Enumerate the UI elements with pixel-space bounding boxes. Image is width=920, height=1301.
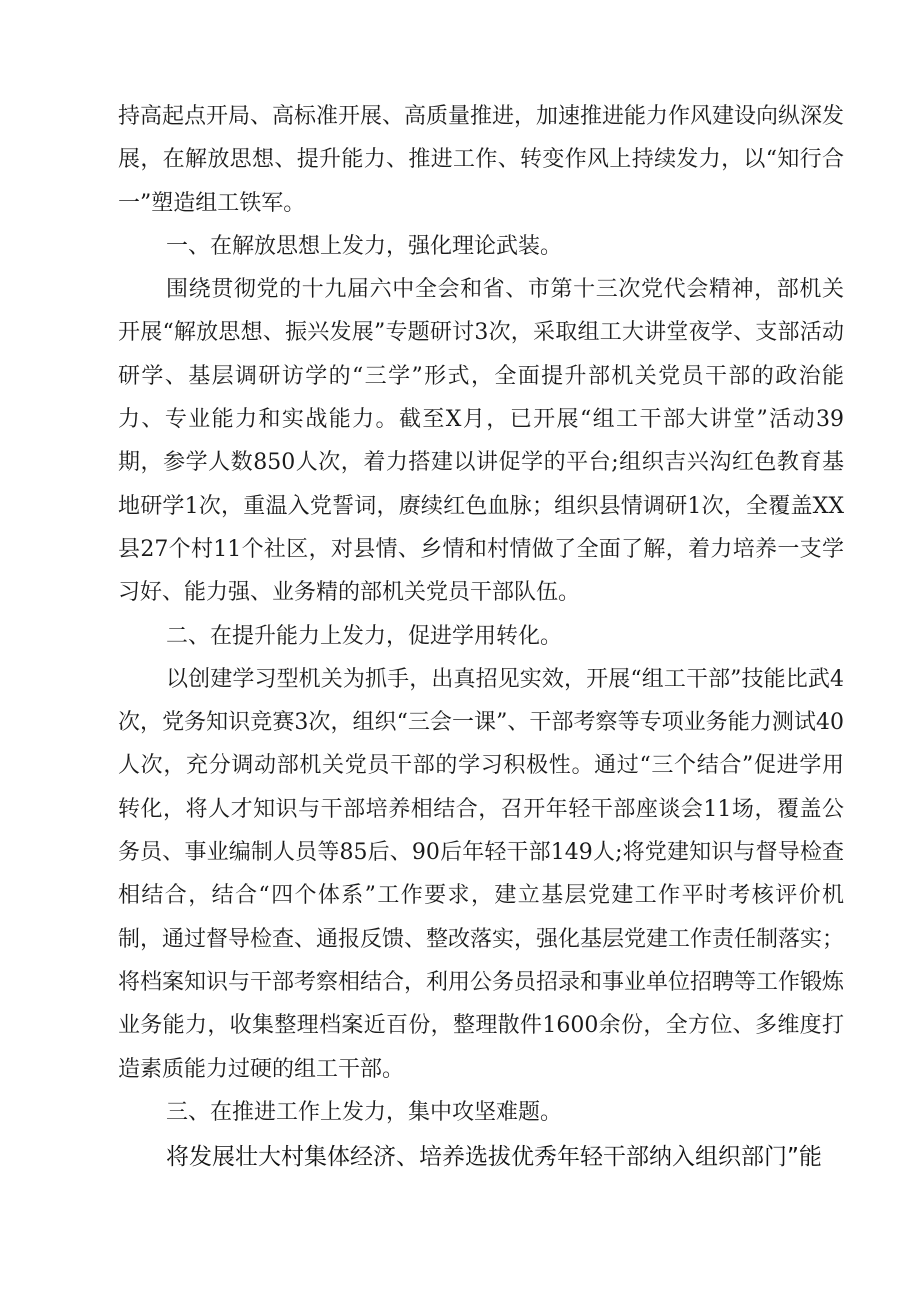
- section-heading-3: 三、在推进工作上发力，集中攻坚难题。: [166, 1099, 563, 1125]
- document-body: [118, 95, 844, 1179]
- section-heading-1: 一、在解放思想上发力，强化理论武装。: [166, 233, 563, 259]
- paragraph-section-2: 以创建学习型机关为抓手，出真招见实效，开展“组工干部”技能比武4次，党务知识竞赛3次，组织“三会一课”、干部考察等专项业务能力测试40人次，充分调动部机关党员干部的学习积极性。通过“三个结合”促进学用转化，将人才知识与干部培养相结合，召开年轻干部座谈会11场，覆盖公务员、事业编制人员等85后、90后年轻干部149人;将党建知识与督导检查相结合，结合“四个体系”工作要求，建立基层党建工作平时考核评价机制，通过督导检查、通报反馈、整改落实，强化基层党建工作责任制落实；将档案知识与干部考察相结合，利用公务员招录和事业单位招聘等工作锻炼业务能力，收集整理档案近百份，整理散件1600余份，全方位、多维度打造素质能力过硬的组工干部。: [118, 666, 845, 1082]
- paragraph-section-3-start: 将发展壮大村集体经济、培养选拔优秀年轻干部纳入组织部门”能: [166, 1144, 822, 1171]
- paragraph-continuation: 持高起点开局、高标准开展、高质量推进，加速推进能力作风建设向纵深发展，在解放思想、提升能力、推进工作、转变作风上持续发力，以“知行合一”塑造组工铁军。: [118, 104, 845, 216]
- section-heading-2: 二、在提升能力上发力，促进学用转化。: [166, 623, 563, 649]
- paragraph-section-1: 围绕贯彻党的十九届六中全会和省、市第十三次党代会精神，部机关开展“解放思想、振兴发展”专题研讨3次，采取组工大讲堂夜学、支部活动研学、基层调研访学的“三学”形式，全面提升部机关党员干部的政治能力、专业能力和实战能力。截至X月，已开展“组工干部大讲堂”活动39期，参学人数850人次，着力搭建以讲促学的平台;组织吉兴沟红色教育基地研学1次，重温入党誓词，赓续红色血脉；组织县情调研1次，全覆盖XX县27个村11个社区，对县情、乡情和村情做了全面了解，着力培养一支学习好、能力强、业务精的部机关党员干部队伍。: [118, 277, 844, 606]
